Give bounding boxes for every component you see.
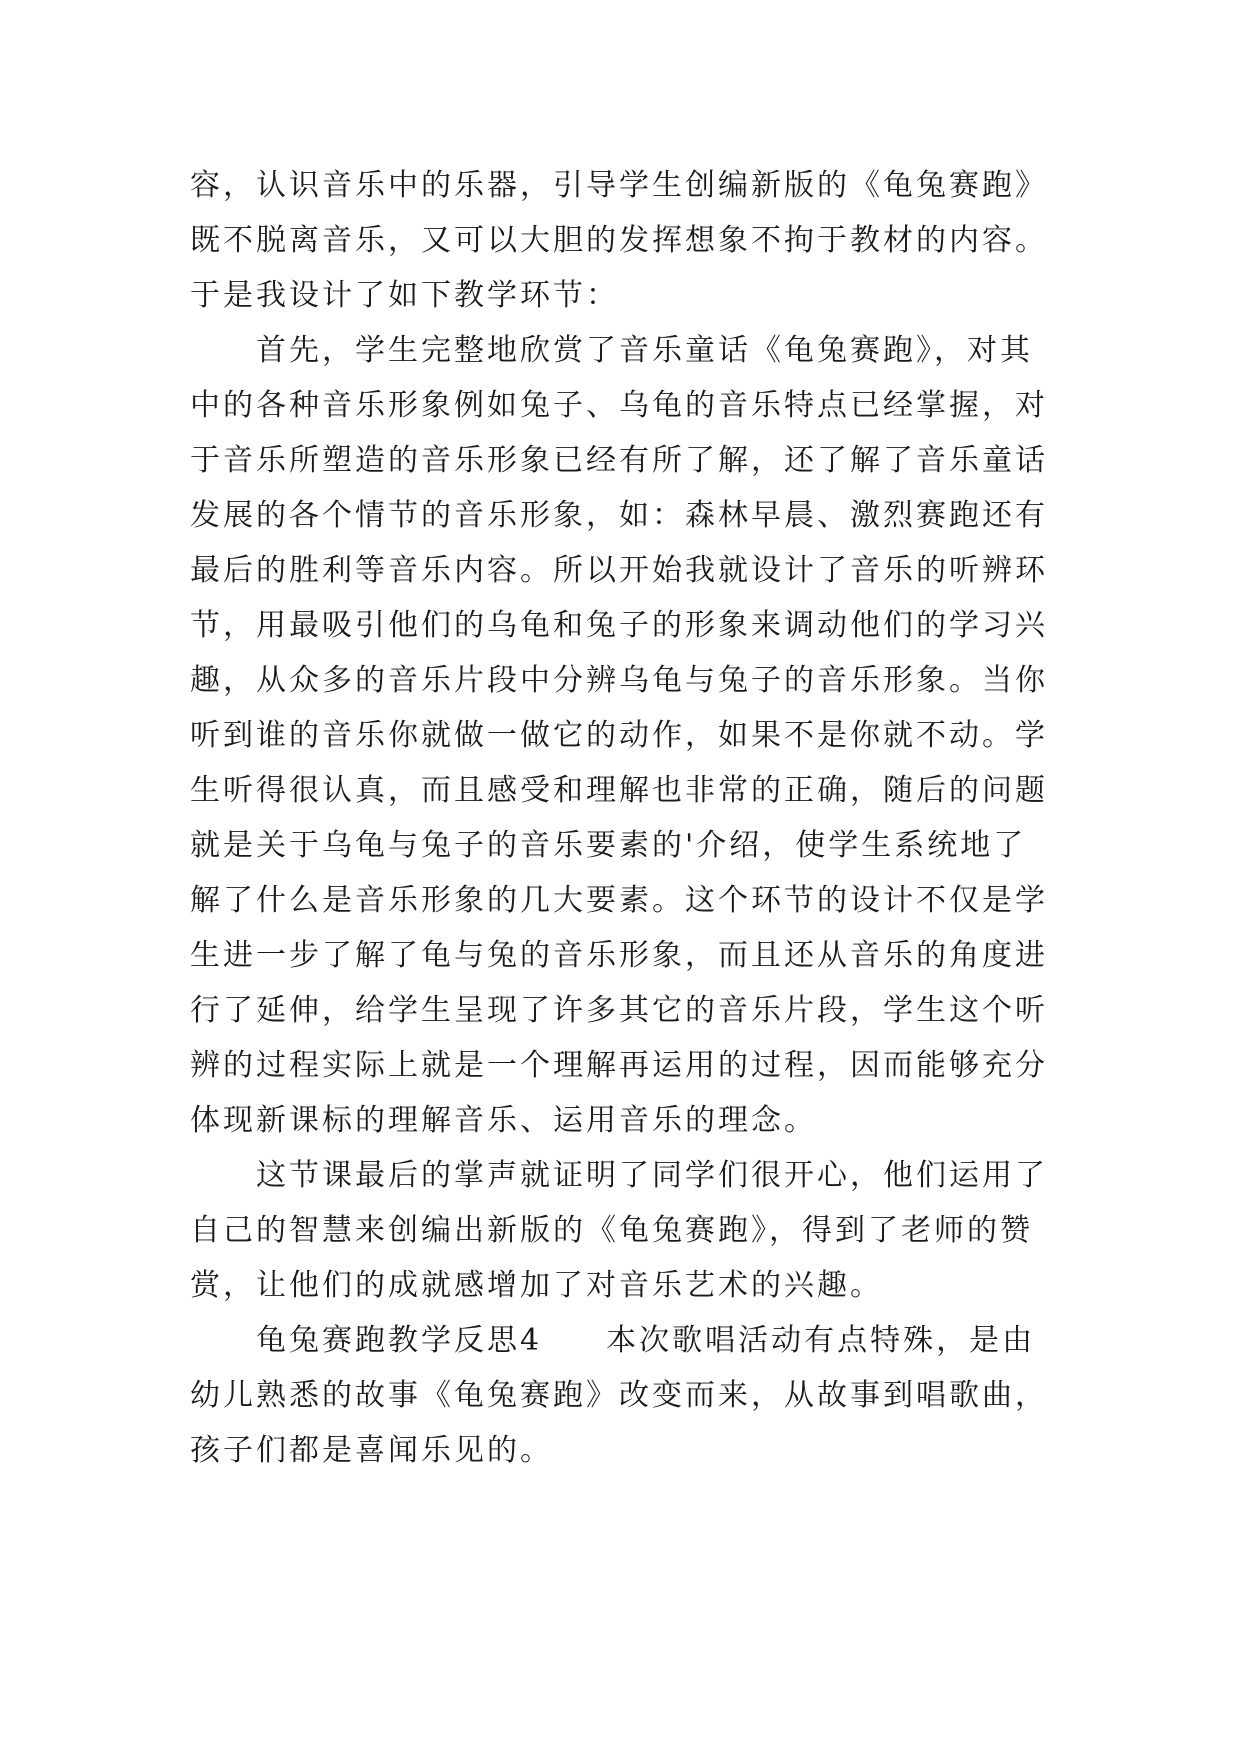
body-text (190, 158, 1060, 1478)
text-line: 赏，让他们的成就感增加了对音乐艺术的兴趣。 (190, 1268, 883, 1303)
text-line: 孩子们都是喜闻乐见的。 (190, 1433, 553, 1468)
text-line: 听到谁的音乐你就做一做它的动作，如果不是你就不动。学 (190, 718, 1048, 753)
section-heading-line (190, 1313, 1060, 1368)
text-line: 幼儿熟悉的故事《龟兔赛跑》改变而来，从故事到唱歌曲， (190, 1378, 1048, 1413)
text-line: 容，认识音乐中的乐器，引导学生创编新版的《龟兔赛跑》 (190, 168, 1048, 203)
text-line: 于是我设计了如下教学环节： (190, 278, 619, 313)
text-line: 节，用最吸引他们的乌龟和兔子的形象来调动他们的学习兴 (190, 608, 1048, 643)
text-line: 行了延伸，给学生呈现了许多其它的音乐片段，学生这个听 (190, 993, 1048, 1028)
text-line: 既不脱离音乐，又可以大胆的发挥想象不拘于教材的内容。 (190, 223, 1048, 258)
text-line: 体现新课标的理解音乐、运用音乐的理念。 (190, 1103, 817, 1138)
paragraph-start-line: 首先，学生完整地欣赏了音乐童话《龟兔赛跑》，对其 (256, 333, 1033, 368)
text-line: 于音乐所塑造的音乐形象已经有所了解，还了解了音乐童话 (190, 443, 1048, 478)
section-heading: 龟兔赛跑教学反思4 (256, 1323, 543, 1358)
paragraph-start-line: 这节课最后的掌声就证明了同学们很开心，他们运用了 (256, 1158, 1048, 1193)
text-line: 中的各种音乐形象例如兔子、乌龟的音乐特点已经掌握，对 (190, 388, 1048, 423)
text-line: 辨的过程实际上就是一个理解再运用的过程，因而能够充分 (190, 1048, 1048, 1083)
text-line: 发展的各个情节的音乐形象，如：森林早晨、激烈赛跑还有 (190, 498, 1048, 533)
text-line: 解了什么是音乐形象的几大要素。这个环节的设计不仅是学 (190, 883, 1048, 918)
text-line: 生听得很认真，而且感受和理解也非常的正确，随后的问题 (190, 773, 1048, 808)
text-line: 就是关于乌龟与兔子的音乐要素的'介绍，使学生系统地了 (190, 828, 1027, 863)
text-line: 自己的智慧来创编出新版的《龟兔赛跑》，得到了老师的赞 (190, 1213, 1033, 1248)
text-line: 生进一步了解了龟与兔的音乐形象，而且还从音乐的角度进 (190, 938, 1048, 973)
section-first-sentence: 本次歌唱活动有点特殊，是由 (606, 1323, 1036, 1358)
text-line: 最后的胜利等音乐内容。所以开始我就设计了音乐的听辨环 (190, 553, 1048, 588)
text-line: 趣，从众多的音乐片段中分辨乌龟与兔子的音乐形象。当你 (190, 663, 1048, 698)
